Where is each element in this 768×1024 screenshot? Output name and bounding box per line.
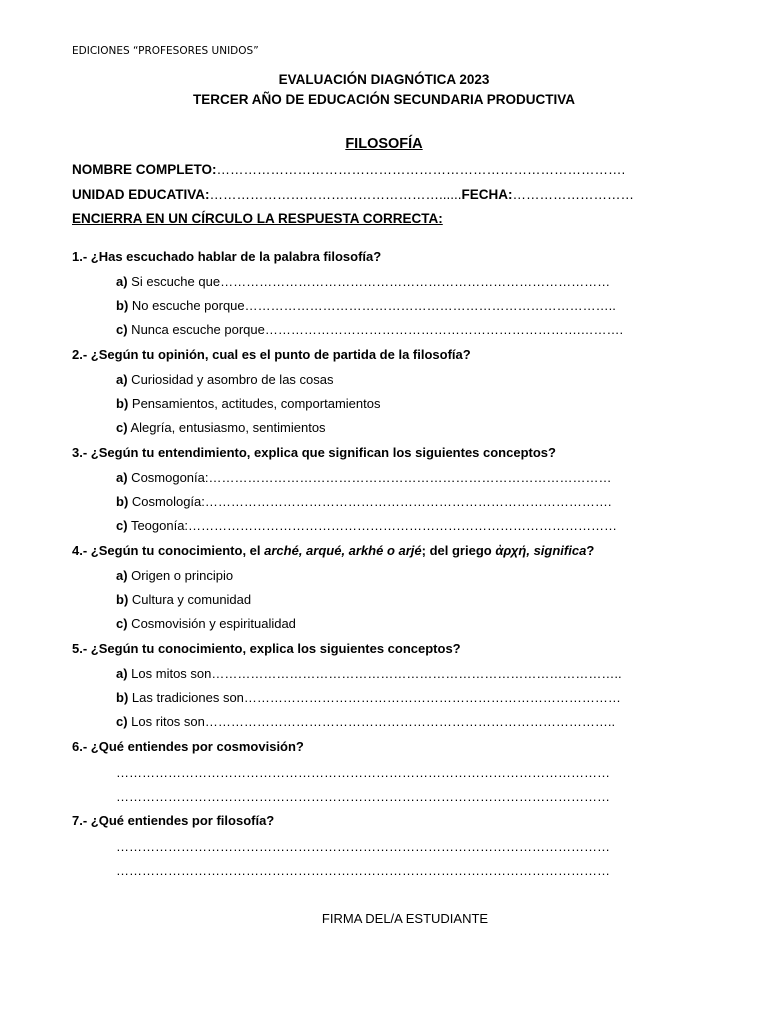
q4-option-a bbox=[116, 568, 233, 583]
option-text: Alegría, entusiasmo, sentimientos bbox=[127, 420, 326, 435]
name-field bbox=[72, 162, 625, 177]
question-2: 2.- ¿Según tu opinión, cual es el punto de partida de la filosofía? bbox=[72, 347, 471, 362]
option-text: Teogonía:……………………………………………………………………………………… bbox=[127, 518, 618, 533]
option-letter: b) bbox=[116, 690, 129, 705]
q1-option-c bbox=[116, 322, 623, 337]
option-letter: c) bbox=[116, 616, 128, 631]
question-4 bbox=[72, 543, 594, 558]
subject-title: FILOSOFÍA bbox=[345, 136, 423, 152]
q3-option-a bbox=[116, 470, 612, 485]
q5-option-a bbox=[116, 666, 622, 681]
option-text: Los ritos son………………………………………………………………………………….. bbox=[127, 714, 616, 729]
q2-option-c bbox=[116, 420, 326, 435]
q5-option-c bbox=[116, 714, 615, 729]
option-text: Nunca escuche porque……………………………………………………………….………. bbox=[127, 322, 624, 337]
option-letter: c) bbox=[116, 714, 128, 729]
option-text: Origen o principio bbox=[127, 568, 234, 583]
option-letter: b) bbox=[116, 298, 129, 313]
date-blank: ……………………… bbox=[512, 187, 635, 202]
option-text: No escuche porque………………………………………………………………………….. bbox=[128, 298, 616, 313]
signature-label: FIRMA DEL/A ESTUDIANTE bbox=[321, 911, 489, 926]
option-text: Cosmogonía:………………………………………………………………………………… bbox=[127, 470, 612, 485]
option-text: Los mitos son………………………………………………………………………………….. bbox=[127, 666, 622, 681]
name-blank: ………………………………………………………………………………. bbox=[216, 162, 626, 177]
q4-text-part: ? bbox=[586, 543, 595, 558]
question-6: 6.- ¿Qué entiendes por cosmovisión? bbox=[72, 739, 304, 754]
option-text: Cultura y comunidad bbox=[128, 592, 252, 607]
question-5: 5.- ¿Según tu conocimiento, explica los siguientes conceptos? bbox=[72, 641, 461, 656]
option-letter: a) bbox=[116, 666, 128, 681]
question-7: 7.- ¿Qué entiendes por filosofía? bbox=[72, 813, 275, 828]
option-text: Cosmología:…………………………………………………………………………………. bbox=[128, 494, 612, 509]
q1-option-a bbox=[116, 274, 610, 289]
option-letter: c) bbox=[116, 322, 128, 337]
question-3: 3.- ¿Según tu entendimiento, explica que significan los siguientes conceptos? bbox=[72, 445, 556, 460]
answer-line: …………………………………………………………………………………………………… bbox=[116, 765, 610, 780]
q4-text-part: ; del griego bbox=[421, 543, 496, 558]
q3-option-c bbox=[116, 518, 617, 533]
title-line-1: EVALUACIÓN DIAGNÓTICA 2023 bbox=[278, 72, 490, 87]
answer-line: …………………………………………………………………………………………………… bbox=[116, 789, 610, 804]
option-letter: c) bbox=[116, 420, 128, 435]
q2-option-b bbox=[116, 396, 380, 411]
name-label: NOMBRE COMPLETO: bbox=[72, 162, 217, 177]
answer-line: …………………………………………………………………………………………………… bbox=[116, 839, 610, 854]
unit-label: UNIDAD EDUCATIVA: bbox=[72, 187, 210, 202]
option-letter: a) bbox=[116, 470, 128, 485]
q4-option-c bbox=[116, 616, 296, 631]
option-letter: a) bbox=[116, 372, 128, 387]
publisher: EDICIONES “PROFESORES UNIDOS” bbox=[72, 45, 259, 57]
option-letter: b) bbox=[116, 396, 129, 411]
answer-line: …………………………………………………………………………………………………… bbox=[116, 863, 610, 878]
q4-greek-italic: ἀρχή, significa bbox=[495, 543, 587, 558]
date-label: FECHA: bbox=[461, 187, 513, 202]
q3-option-b bbox=[116, 494, 611, 509]
unit-blank: ……………………………………………...... bbox=[209, 187, 462, 202]
question-1: 1.- ¿Has escuchado hablar de la palabra filosofía? bbox=[72, 249, 382, 264]
option-letter: c) bbox=[116, 518, 128, 533]
q4-term-italic: arché, arqué, arkhé o arjé bbox=[264, 543, 422, 558]
option-text: Curiosidad y asombro de las cosas bbox=[127, 372, 334, 387]
q4-option-b bbox=[116, 592, 251, 607]
option-text: Si escuche que……………………………………………………………………………… bbox=[127, 274, 611, 289]
q1-option-b bbox=[116, 298, 616, 313]
q4-text-part: 4.- ¿Según tu conocimiento, el bbox=[72, 543, 265, 558]
option-text: Las tradiciones son…………………………………………………………………………… bbox=[128, 690, 621, 705]
q2-option-a bbox=[116, 372, 334, 387]
option-letter: b) bbox=[116, 592, 129, 607]
q5-option-b bbox=[116, 690, 621, 705]
option-letter: b) bbox=[116, 494, 129, 509]
option-letter: a) bbox=[116, 568, 128, 583]
option-text: Pensamientos, actitudes, comportamientos bbox=[128, 396, 381, 411]
unit-date-field bbox=[72, 187, 634, 202]
instruction: ENCIERRA EN UN CÍRCULO LA RESPUESTA CORRECTA: bbox=[72, 211, 443, 226]
title-line-2: TERCER AÑO DE EDUCACIÓN SECUNDARIA PRODUCTIVA bbox=[192, 92, 575, 107]
option-letter: a) bbox=[116, 274, 128, 289]
option-text: Cosmovisión y espiritualidad bbox=[127, 616, 296, 631]
